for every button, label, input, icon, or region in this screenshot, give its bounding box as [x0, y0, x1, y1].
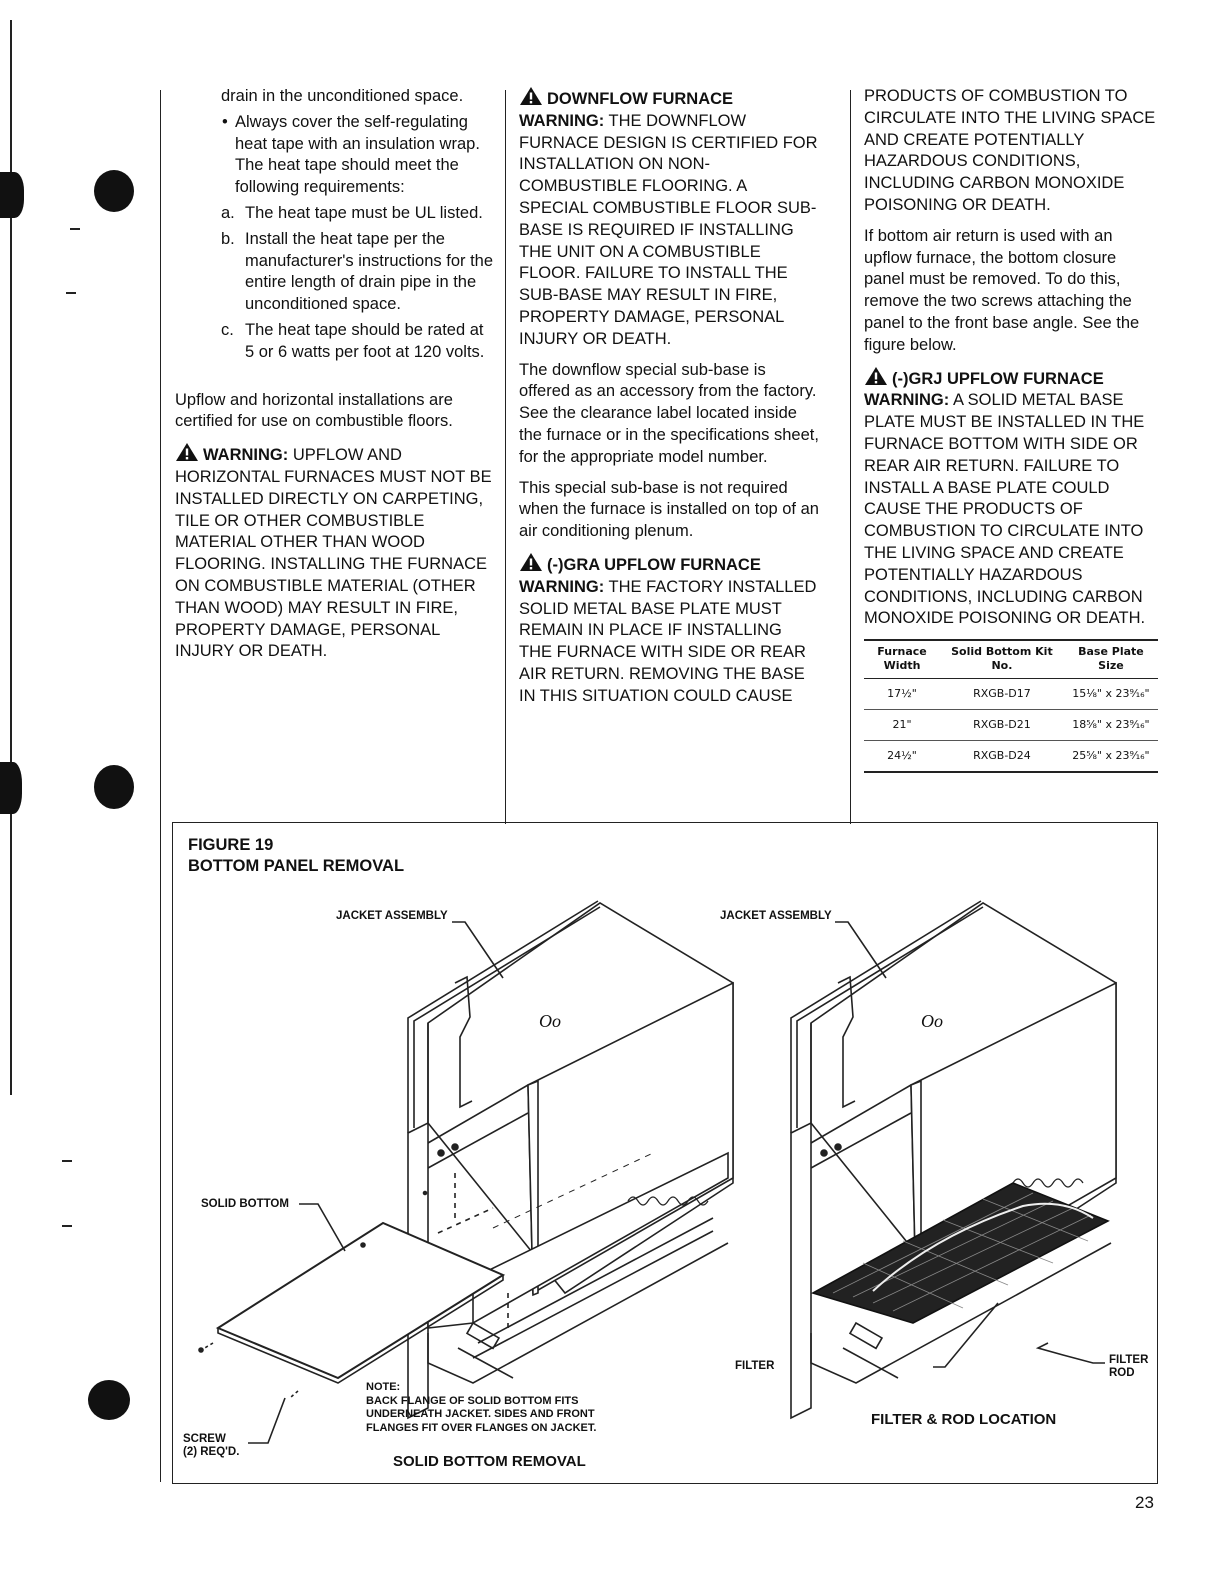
margin-tick: [70, 228, 80, 230]
hole-punch: [88, 1380, 130, 1420]
margin-tick: [66, 292, 76, 294]
bottom-return-paragraph: If bottom air return is used with an upflow furnace, the bottom closure panel must be removed. To do this, remove the two screws attaching the panel to the front base angle. See the figure below.: [864, 226, 1140, 354]
margin-tick: [62, 1225, 72, 1227]
panel-mark: Oo: [921, 1011, 943, 1031]
list-item: b. Install the heat tape per the manufacturer's instructions for the entire length of drain pipe in the unconditioned space.: [221, 229, 494, 314]
screw-label: SCREW (2) REQ'D.: [183, 1433, 240, 1458]
downflow-warning: DOWNFLOW FURNACE WARNING: THE DOWNFLOW FURNACE DESIGN IS CERTIFIED FOR INSTALLATION ON NON-COMBUSTIBLE FLOORING. A SPECIAL COMBUSTIBLE FLOOR SUB-BASE IS REQUIRED IF INSTALLING THE UNIT ON A COMBUSTIBLE FLOOR. FAILURE TO INSTALL THE SUB-BASE MAY RESULT IN FIRE, PROPERTY DAMAGE, PERSONAL INJURY OR DEATH.: [519, 86, 819, 351]
column-3: [864, 86, 1159, 773]
figure-note: NOTE: BACK FLANGE OF SOLID BOTTOM FITS UNDERNEATH JACKET. SIDES AND FRONT FLANGES FIT OVER FLANGES ON JACKET.: [366, 1381, 597, 1434]
solid-bottom-label: SOLID BOTTOM: [201, 1198, 289, 1210]
table-row: 24½" RXGB-D24 25⅝" x 23⁹⁄₁₆": [864, 740, 1158, 771]
left-jacket-label: JACKET ASSEMBLY: [336, 910, 448, 922]
binder-mark: [0, 762, 22, 814]
hole-punch: [94, 170, 134, 212]
page-number: 23: [1135, 1493, 1154, 1512]
not-required-paragraph: This special sub-base is not required when the furnace is installed on top of an air conditioning plenum.: [519, 478, 819, 541]
warning-icon: [519, 86, 543, 106]
warning-icon: [864, 366, 888, 386]
filter-label: FILTER: [735, 1360, 775, 1372]
right-jacket-label: JACKET ASSEMBLY: [720, 910, 832, 922]
subbase-paragraph: The downflow special sub-base is offered as an accessory from the factory. See the clearance label located inside the furnace or in the specifications sheet, for the appropriate model number.: [519, 360, 819, 466]
continued-text: drain in the unconditioned space.: [221, 87, 464, 105]
base-plate-table: [864, 639, 1158, 772]
upflow-warning: WARNING: UPFLOW AND HORIZONTAL FURNACES MUST NOT BE INSTALLED DIRECTLY ON CARPETING, TILE OR OTHER COMBUSTIBLE MATERIAL OTHER THAN WOOD FLOORING. INSTALLING THE FURNACE ON COMBUSTIBLE MATERIAL (OTHER THAN WOOD) MAY RESULT IN FIRE, PROPERTY DAMAGE, PERSONAL INJURY OR DEATH.: [175, 442, 495, 663]
left-caption: SOLID BOTTOM REMOVAL: [393, 1453, 586, 1470]
list-item: a. The heat tape must be UL listed.: [221, 203, 483, 222]
column-1: [175, 86, 495, 672]
hole-punch: [94, 765, 134, 809]
filter-rod-drawing: [713, 823, 1159, 1483]
binder-mark: [0, 172, 24, 218]
column-header: Furnace Width: [864, 640, 940, 679]
column-2: [519, 86, 819, 717]
column-header: Solid Bottom Kit No.: [940, 640, 1064, 679]
column-rule: [850, 90, 851, 824]
figure-19: [172, 822, 1158, 1484]
list-item: c. The heat tape should be rated at 5 or 6 watts per foot at 120 volts.: [221, 320, 485, 361]
warning-icon: [519, 552, 543, 572]
column-header: Base Plate Size: [1064, 640, 1158, 679]
table-row: 17½" RXGB-D17 15⅛" x 23⁹⁄₁₆": [864, 679, 1158, 710]
table-header-row: [864, 640, 1158, 679]
certified-text: Upflow and horizontal installations are certified for use on combustible floors.: [175, 390, 453, 431]
heat-tape-list: [221, 112, 495, 199]
margin-tick: [62, 1160, 72, 1162]
table-row: 21" RXGB-D21 18⅝" x 23⁹⁄₁₆": [864, 709, 1158, 740]
list-item: • Always cover the self-regulating heat tape with an insulation wrap. The heat tape should meet the following requirements:: [235, 112, 495, 199]
requirements-list: [221, 203, 495, 364]
panel-mark: Oo: [539, 1011, 561, 1031]
figure-title: BOTTOM PANEL REMOVAL: [188, 857, 405, 875]
figure-number: FIGURE 19: [188, 836, 274, 854]
left-wall: [791, 1123, 811, 1418]
filter-rod-label: FILTER ROD: [1109, 1354, 1149, 1379]
column-rule: [505, 90, 506, 824]
grj-warning: (-)GRJ UPFLOW FURNACE WARNING: A SOLID METAL BASE PLATE MUST BE INSTALLED IN THE FURNACE BOTTOM WITH SIDE OR REAR AIR RETURN. FAILURE TO INSTALL A BASE PLATE COULD CAUSE THE PRODUCTS OF COMBUSTION TO CIRCULATE INTO THE LIVING SPACE AND CREATE POTENTIALLY HAZARDOUS CONDITIONS, INCLUDING CARBON MONOXIDE POISONING OR DEATH.: [864, 366, 1159, 631]
warning-icon: [175, 442, 199, 462]
column-rule: [160, 90, 161, 1482]
right-caption: FILTER & ROD LOCATION: [871, 1411, 1057, 1428]
continued-warning: PRODUCTS OF COMBUSTION TO CIRCULATE INTO THE LIVING SPACE AND CREATE POTENTIALLY HAZARDOUS CONDITIONS, INCLUDING CARBON MONOXIDE POISONING OR DEATH.: [864, 87, 1156, 214]
gra-warning: (-)GRA UPFLOW FURNACE WARNING: THE FACTORY INSTALLED SOLID METAL BASE PLATE MUST REMAIN IN PLACE IF INSTALLING THE FURNACE WITH SIDE OR REAR AIR RETURN. REMOVING THE BASE IN THIS SITUATION COULD CAUSE: [519, 552, 819, 708]
